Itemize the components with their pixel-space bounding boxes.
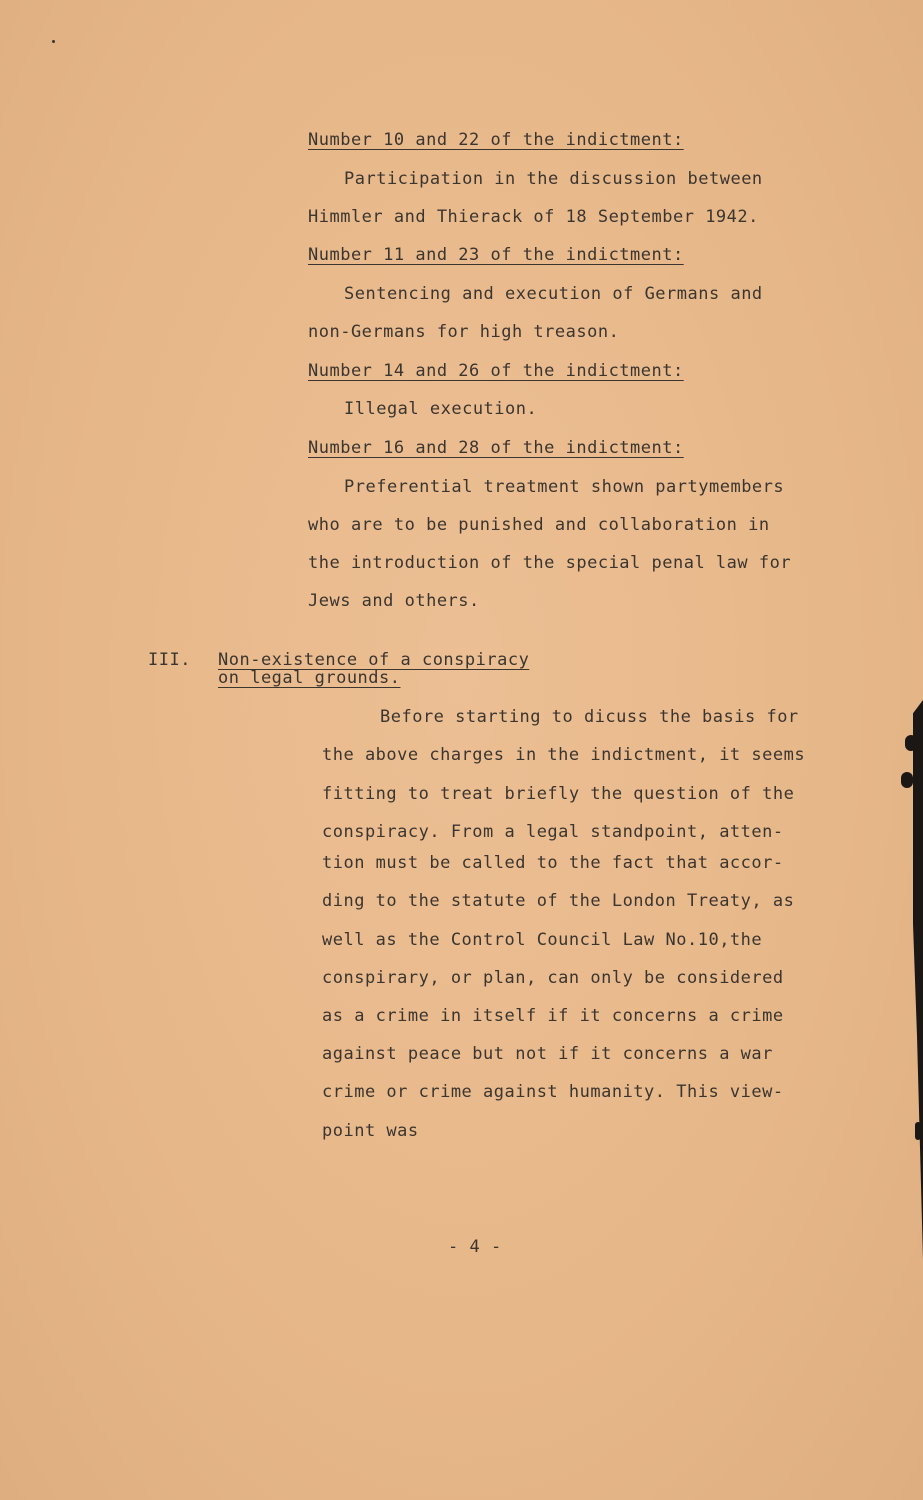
- paragraph-line: conspiracy. From a legal standpoint, atten-: [322, 822, 784, 842]
- body-line: Preferential treatment shown partymembers: [344, 477, 785, 497]
- body-line: the introduction of the special penal law for: [308, 553, 792, 573]
- paragraph-line: ding to the statute of the London Treaty, as: [322, 891, 795, 911]
- body-line: who are to be punished and collaboration in: [308, 515, 770, 535]
- paragraph-line: crime or crime against humanity. This view-: [322, 1082, 784, 1102]
- paragraph-line: Before starting to dicuss the basis for: [380, 707, 799, 727]
- paragraph-line: conspirary, or plan, can only be considered: [322, 968, 784, 988]
- section-heading: Number 16 and 28 of the indictment:: [308, 438, 684, 458]
- paper-speck: [52, 40, 55, 43]
- body-line: Sentencing and execution of Germans and: [344, 284, 763, 304]
- punch-hole: [901, 772, 913, 788]
- torn-edge-shadow: [863, 700, 923, 1260]
- section-title: Non-existence of a conspiracy: [218, 650, 530, 670]
- paragraph-line: fitting to treat briefly the question of the: [322, 784, 795, 804]
- paragraph-line: point was: [322, 1121, 419, 1141]
- paragraph-line: tion must be called to the fact that accor-: [322, 853, 784, 873]
- body-line: Jews and others.: [308, 591, 480, 611]
- section-title: on legal grounds.: [218, 668, 401, 688]
- punch-hole: [905, 735, 917, 751]
- body-line: non-Germans for high treason.: [308, 322, 620, 342]
- section-number: III.: [148, 650, 191, 670]
- section-heading: Number 11 and 23 of the indictment:: [308, 245, 684, 265]
- page-number: - 4 -: [448, 1237, 502, 1257]
- paragraph-line: the above charges in the indictment, it seems: [322, 745, 806, 765]
- paragraph-line: against peace but not if it concerns a war: [322, 1044, 773, 1064]
- punch-hole: [915, 1122, 921, 1140]
- paragraph-line: as a crime in itself if it concerns a crime: [322, 1006, 784, 1026]
- body-line: Illegal execution.: [344, 399, 538, 419]
- body-line: Participation in the discussion between: [344, 169, 763, 189]
- section-heading: Number 10 and 22 of the indictment:: [308, 130, 684, 150]
- paragraph-line: well as the Control Council Law No.10,the: [322, 930, 763, 950]
- body-line: Himmler and Thierack of 18 September 1942.: [308, 207, 759, 227]
- section-heading: Number 14 and 26 of the indictment:: [308, 361, 684, 381]
